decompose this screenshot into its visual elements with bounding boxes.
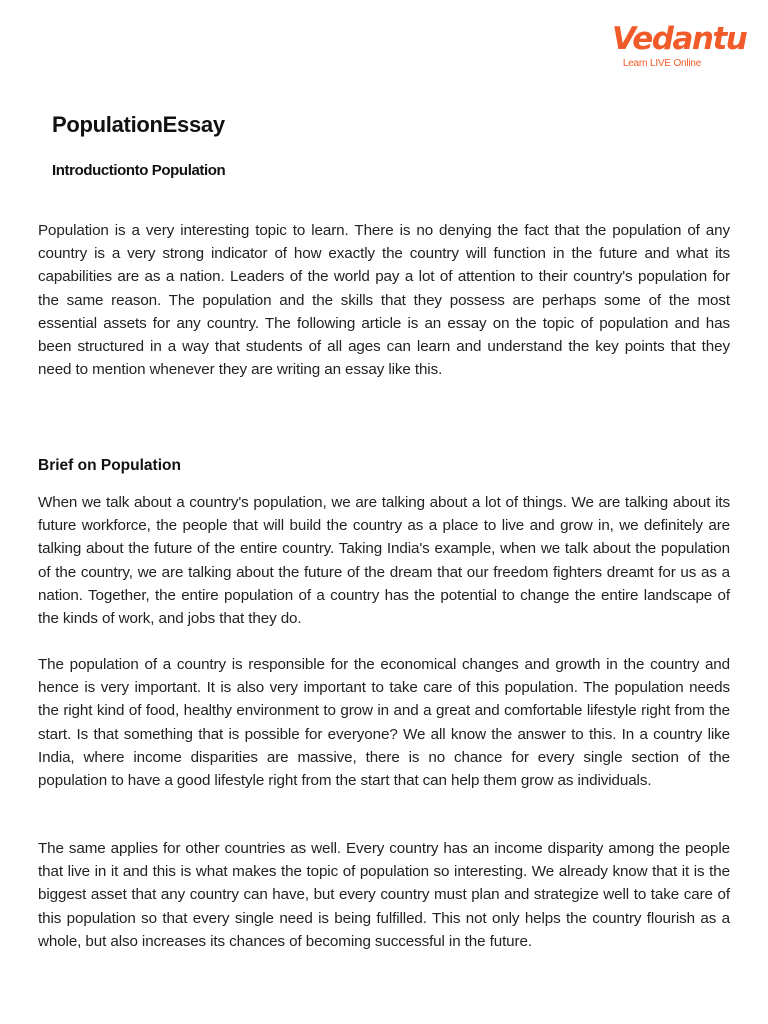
logo-tagline: Learn LIVE Online	[622, 58, 702, 69]
intro-paragraph: Population is a very interesting topic to learn. There is no denying the fact that the population of any country is a very strong indicator of how exactly the country will function in the future and what its capabilities are as a nation. Leaders of the world pay a lot of attention to their country's population for the same reason. The population and the skills that they possess are perhaps some of the most essential assets for any country. The following article is an essay on the topic of population and has been structured in a way that students of all ages can learn and understand the key points that they need to mention whenever they are writing an essay like this.	[38, 222, 730, 379]
page-title: PopulationEssay	[52, 112, 225, 137]
vedantu-logo	[612, 21, 747, 70]
section-subtitle: Introductionto Population	[52, 162, 226, 179]
logo-wordmark: Vedantu	[612, 21, 747, 57]
section-heading: Brief on Population	[38, 457, 181, 474]
body-paragraph-1: When we talk about a country's population, we are talking about a lot of things. We are talking about its future workforce, the people that will build the country as a place to live and grow in, we definitely are talking about the future of the entire country. Taking India's example, when we talk about the population of the country, we are talking about the future of the dream that our freedom fighters dreamt for us as a nation. Together, the entire population of a country has the potential to change the entire landscape of the kinds of work, and jobs that they do.	[38, 494, 730, 628]
body-paragraph-3: The same applies for other countries as well. Every country has an income disparity among the people that live in it and this is what makes the topic of population so interesting. We already know that it is the biggest asset that any country can have, but every country must plan and strategize well to take care of this population so that every single need is being fulfilled. This not only helps the country flourish as a whole, but also increases its chances of becoming successful in the future.	[38, 840, 730, 950]
body-paragraph-2: The population of a country is responsible for the economical changes and growth in the country and hence is very important. It is also very important to take care of this population. The population needs the right kind of food, healthy environment to grow in and a great and comfortable lifestyle right from the start. Is that something that is possible for everyone? We all know the answer to this. In a country like India, where income disparities are massive, there is no chance for every single section of the population to have a good lifestyle right from the start that can help them grow as individuals.	[38, 656, 730, 790]
